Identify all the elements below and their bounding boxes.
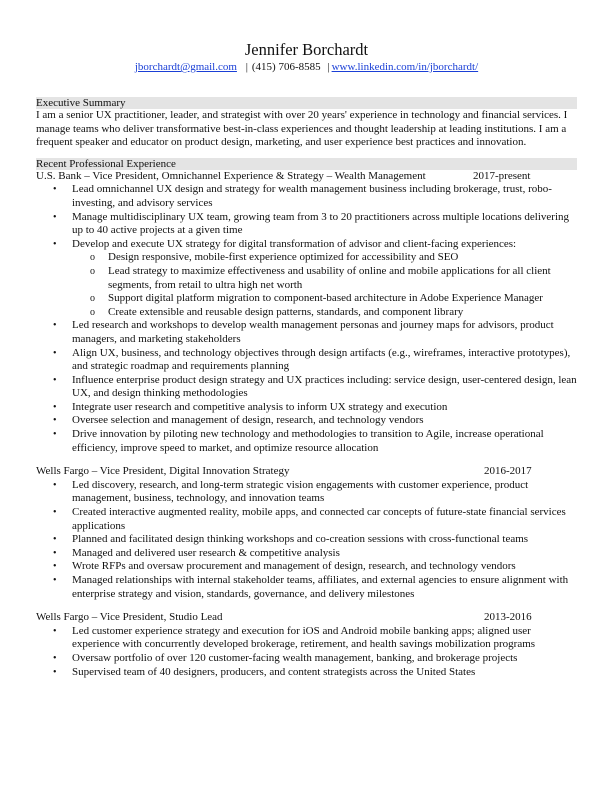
email-link[interactable]: jborchardt@gmail.com <box>134 61 237 73</box>
list-item: • Integrate user research and competitive analysis to inform UX strategy and execution <box>53 400 448 413</box>
job-title: U.S. Bank – Vice President, Omnichannel Experience & Strategy – Wealth Management <box>36 169 426 182</box>
sub-bullet-icon: o <box>90 293 95 305</box>
list-item: • Planned and facilitated design thinking workshops and co-creation sessions with cross-functional teams <box>53 533 529 546</box>
bullet-icon: • <box>53 238 57 250</box>
linkedin-link[interactable]: www.linkedin.com/in/jborchardt/ <box>331 61 479 73</box>
job-bullets <box>36 183 577 455</box>
bullet-icon: • <box>53 347 57 359</box>
job-title: Wells Fargo – Vice President, Studio Lead <box>36 611 223 624</box>
list-item: • Created interactive augmented reality, mobile apps, and connected car concepts of future-state financial services applications <box>53 506 566 532</box>
list-item: • Oversaw portfolio of over 120 customer-facing wealth management, banking, and brokerage projects <box>53 651 518 664</box>
bullet-icon: • <box>53 575 57 586</box>
sub-bullets <box>72 251 577 319</box>
contact-line <box>36 60 577 74</box>
job-bullets <box>36 479 577 601</box>
list-item: • Influence enterprise product design strategy and UX practices including: service design, user-centered design, lean UX, and design thinking methodologies <box>53 373 577 400</box>
bullet-icon: • <box>53 429 57 441</box>
list-item: • Align UX, business, and technology objectives through design artifacts (e.g., wireframes, interactive prototypes), and strategic roadmap and requirements planning <box>53 346 571 373</box>
bullet-icon: • <box>53 652 57 664</box>
bullet-icon: • <box>53 625 57 637</box>
resume-page <box>36 40 577 679</box>
phone-number: (415) 706-8585 <box>251 61 321 73</box>
job-title: Wells Fargo – Vice President, Digital Innovation Strategy <box>36 465 290 478</box>
job-dates: 2013-2016 <box>484 611 532 624</box>
bullet-icon: • <box>53 507 57 519</box>
bullet-icon: • <box>53 479 57 491</box>
list-item: • Wrote RFPs and oversaw procurement and management of design, research, and technology vendors <box>53 560 516 573</box>
separator: | <box>327 61 330 73</box>
job-header <box>36 170 577 184</box>
sub-list-item: o Support digital platform migration to component-based architecture in Adobe Experience Manager <box>90 292 543 305</box>
sub-list-item: o Design responsive, mobile-first experience optimized for accessibility and SEO <box>90 251 459 264</box>
bullet-icon: • <box>53 547 57 559</box>
bullet-icon: • <box>53 374 57 386</box>
list-item: • Develop and execute UX strategy for digital transformation of advisor and client-facing experiences: o Design responsive, mobile-first experience optimized for accessibility and SEO o Lead strategy to maximize effectiveness and usability of online and mobile applications for all client segments, from retail to ultra high net worth o Support digital platform migration to component-based architecture in Adobe Experience Manager o Create extensible and reusable design patterns, standards, and component library <box>36 238 577 320</box>
bullet-icon: • <box>53 561 57 573</box>
list-item: • Lead omnichannel UX design and strategy for wealth management business including brokerage, trust, robo-investing, and advisory services <box>53 183 552 209</box>
list-item: • Managed relationships with internal stakeholder teams, affiliates, and external agencies to ensure alignment with enterprise strategy and vision, standards, governance, and delivery milestones <box>53 574 569 600</box>
bullet-icon: • <box>53 211 57 223</box>
summary-text: I am a senior UX practitioner, leader, and strategist with over 20 years' experience in technology and financial services. I manage teams who deliver transformative best-in-class experiences and thought leadership at leading institutions. I am a frequent speaker and educator on product design, marketing, and user experience best practices and innovation. <box>36 109 568 149</box>
list-item: • Led research and workshops to develop wealth management personas and journey maps for advisors, product managers, and marketing stakeholders <box>53 319 554 345</box>
list-item: • Led discovery, research, and long-term strategic vision engagements with customer experience, product management, business, technology, and innovation teams <box>53 478 529 505</box>
job-bullets <box>36 625 577 679</box>
candidate-name: Jennifer Borchardt <box>244 40 369 59</box>
list-item: • Drive innovation by piloting new technology and methodologies to transition to Agile, increase operational efficiency, improve speed to market, and optimize resource allocation <box>53 428 544 454</box>
sub-bullet-icon: o <box>90 265 95 277</box>
list-item: • Manage multidisciplinary UX team, growing team from 3 to 20 practitioners across multiple locations delivering up to 40 active projects at a given time <box>53 210 570 237</box>
bullet-icon: • <box>53 666 57 678</box>
list-item: • Led customer experience strategy and execution for iOS and Android mobile banking apps; aligned user experience with concurrently developed brokerage, retirement, and health savings mobilization programs <box>53 624 536 651</box>
sub-list-item: o Create extensible and reusable design patterns, standards, and component library <box>90 305 464 318</box>
sub-bullet-icon: o <box>90 306 95 318</box>
job-dates: 2016-2017 <box>484 465 532 478</box>
job-header <box>36 611 577 625</box>
bullet-icon: • <box>53 534 57 546</box>
sub-list-item: o Lead strategy to maximize effectiveness and usability of online and mobile applications for all client segments, from retail to ultra high net worth <box>90 264 551 291</box>
bullet-icon: • <box>53 184 57 196</box>
sub-bullet-icon: o <box>90 252 95 264</box>
list-item: • Managed and delivered user research & competitive analysis <box>53 546 340 559</box>
job-header <box>36 465 577 479</box>
separator: | <box>245 61 248 73</box>
job-dates: 2017-present <box>473 169 531 182</box>
section-heading-experience: Recent Professional Experience <box>36 158 577 170</box>
section-heading-summary: Executive Summary <box>36 97 577 109</box>
bullet-icon: • <box>53 320 57 332</box>
list-item: • Supervised team of 40 designers, producers, and content strategists across the United States <box>53 665 476 678</box>
bullet-icon: • <box>53 415 57 427</box>
list-item: • Oversee selection and management of design, research, and technology vendors <box>53 414 424 427</box>
bullet-icon: • <box>53 401 57 413</box>
